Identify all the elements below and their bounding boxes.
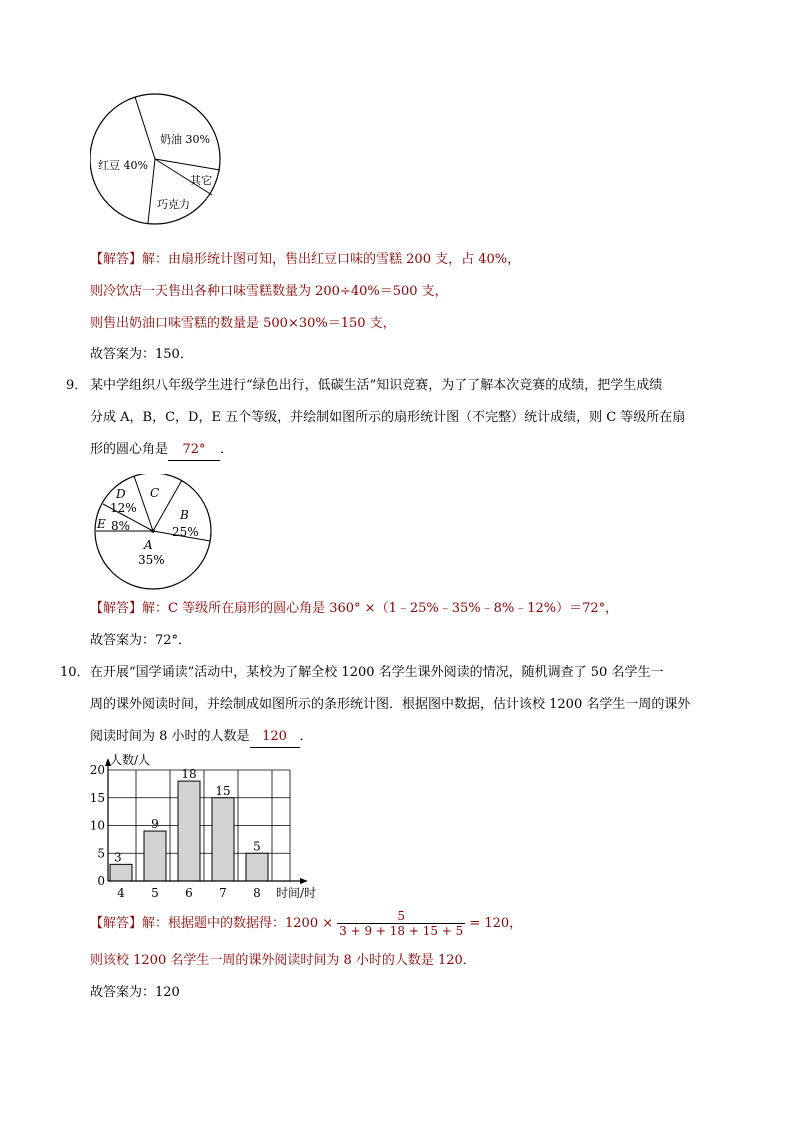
q10-question-line1: 在开展“国学诵读”活动中，某校为了解全校 1200 名学生课外阅读的情况，随机调查了 50 名学生一 xyxy=(90,665,664,680)
q10-number: 10． xyxy=(60,665,90,680)
pie-label-qiaokeli: 巧克力 xyxy=(157,198,190,211)
q10-solution-line2: 则该校 1200 名学生一周的课外阅读时间为 8 小时的人数是 120． xyxy=(90,953,476,968)
y-tick-label: 5 xyxy=(97,846,105,861)
x-axis-label: 时间/时 xyxy=(276,886,317,900)
x-tick-label: 5 xyxy=(151,886,159,900)
pie-label-A-pct: 35% xyxy=(138,553,165,567)
q9-number: 9． xyxy=(66,378,88,393)
q9-answer-line: 故答案为：72°． xyxy=(90,633,192,648)
q9-question-line2: 分成 A，B，C，D，E 五个等级，并绘制如图所示的扇形统计图（不完整）统计成绩，则 C 等级所在扇 xyxy=(90,410,686,425)
x-axis-arrow xyxy=(300,878,308,884)
q9-solution-line1 xyxy=(90,599,618,619)
bar-value-label: 9 xyxy=(151,817,159,832)
pie-label-E: E xyxy=(97,517,106,531)
q8-solution-line1 xyxy=(90,250,520,270)
bar-value-label: 18 xyxy=(181,767,197,782)
reading-time-bar-chart xyxy=(88,750,338,902)
grade-pie-chart xyxy=(92,474,216,598)
pie-label-A: A xyxy=(144,538,153,552)
bar xyxy=(144,831,166,881)
pie-label-naiyou: 奶油 30% xyxy=(160,133,210,146)
y-tick-label: 20 xyxy=(89,763,105,777)
flavor-pie-chart xyxy=(90,92,230,232)
q10-question-end: ． xyxy=(299,729,313,744)
pie-label-qita: 其它 xyxy=(190,174,212,187)
x-tick-label: 4 xyxy=(117,886,125,900)
y-axis-label: 人数/人 xyxy=(110,753,151,767)
bar xyxy=(212,798,234,881)
pie-label-D-pct: 12% xyxy=(110,501,137,515)
q8-solution-line2: 则冷饮店一天售出各种口味雪糕数量为 200÷40%＝500 支， xyxy=(90,284,448,299)
pie-label-hongdou: 红豆 40% xyxy=(98,159,148,172)
bar-value-label: 15 xyxy=(215,783,231,798)
solution-tag: 【解答】 xyxy=(90,252,143,267)
solution-tag: 【解答】 xyxy=(90,916,143,931)
fraction xyxy=(337,909,465,938)
pie-center xyxy=(151,529,155,533)
q10-question-line2: 周的课外阅读时间，并绘制成如图所示的条形统计图．根据图中数据，估计该校 1200 名学生一周的课外 xyxy=(90,697,691,712)
q10-answer-line: 故答案为：120 xyxy=(90,985,180,1000)
q8-solution-line3: 则售出奶油口味雪糕的数量是 500×30%＝150 支， xyxy=(90,316,396,331)
pie-label-D: D xyxy=(116,487,126,501)
x-tick-label: 8 xyxy=(253,886,261,900)
pie-label-C: C xyxy=(150,486,160,500)
bar xyxy=(246,853,268,881)
q9-question-text: 形的圆心角是 xyxy=(90,442,169,457)
bar-value-label: 5 xyxy=(253,839,261,854)
fraction-numerator: 5 xyxy=(397,909,406,923)
q10-question-text: 阅读时间为 8 小时的人数是 xyxy=(90,729,250,744)
q10-answer-blank: 120 xyxy=(250,727,300,748)
solution-result: = 120， xyxy=(469,916,523,931)
fraction-denominator: 3 + 9 + 18 + 15 + 5 xyxy=(339,924,464,938)
q8-answer-line: 故答案为：150． xyxy=(90,347,193,362)
x-tick-label: 6 xyxy=(185,886,193,900)
q9-question-line3 xyxy=(90,440,233,461)
q9-question-line1: 某中学组织八年级学生进行“绿色出行，低碳生活”知识竞赛，为了了解本次竞赛的成绩，把学生成绩 xyxy=(90,378,663,393)
x-tick-label: 7 xyxy=(219,886,227,900)
y-tick-label: 15 xyxy=(89,790,105,805)
bar-value-label: 3 xyxy=(114,850,122,865)
q10-question-line3 xyxy=(90,727,313,748)
solution-tag: 【解答】 xyxy=(90,601,143,616)
solution-text: 解：由扇形统计图可知，售出红豆口味的雪糕 200 支，占 40%， xyxy=(142,252,521,267)
y-tick-label: 10 xyxy=(89,818,105,833)
q10-solution-line1 xyxy=(90,906,522,942)
pie-label-E-pct: 8% xyxy=(111,519,131,533)
solution-text: 解：根据题中的数据得：1200 × xyxy=(142,916,334,931)
y-tick-label: 0 xyxy=(97,874,105,888)
q9-question-end: ． xyxy=(220,442,234,457)
bar xyxy=(110,864,132,881)
solution-text: 解：C 等级所在扇形的圆心角是 360° ×（1﹣25%﹣35%﹣8%﹣12%）＝72°， xyxy=(142,601,619,616)
pie-label-B-pct: 25% xyxy=(172,525,199,539)
pie-label-B: B xyxy=(180,508,189,522)
bar xyxy=(178,781,200,881)
q9-answer-blank: 72° xyxy=(168,440,220,461)
